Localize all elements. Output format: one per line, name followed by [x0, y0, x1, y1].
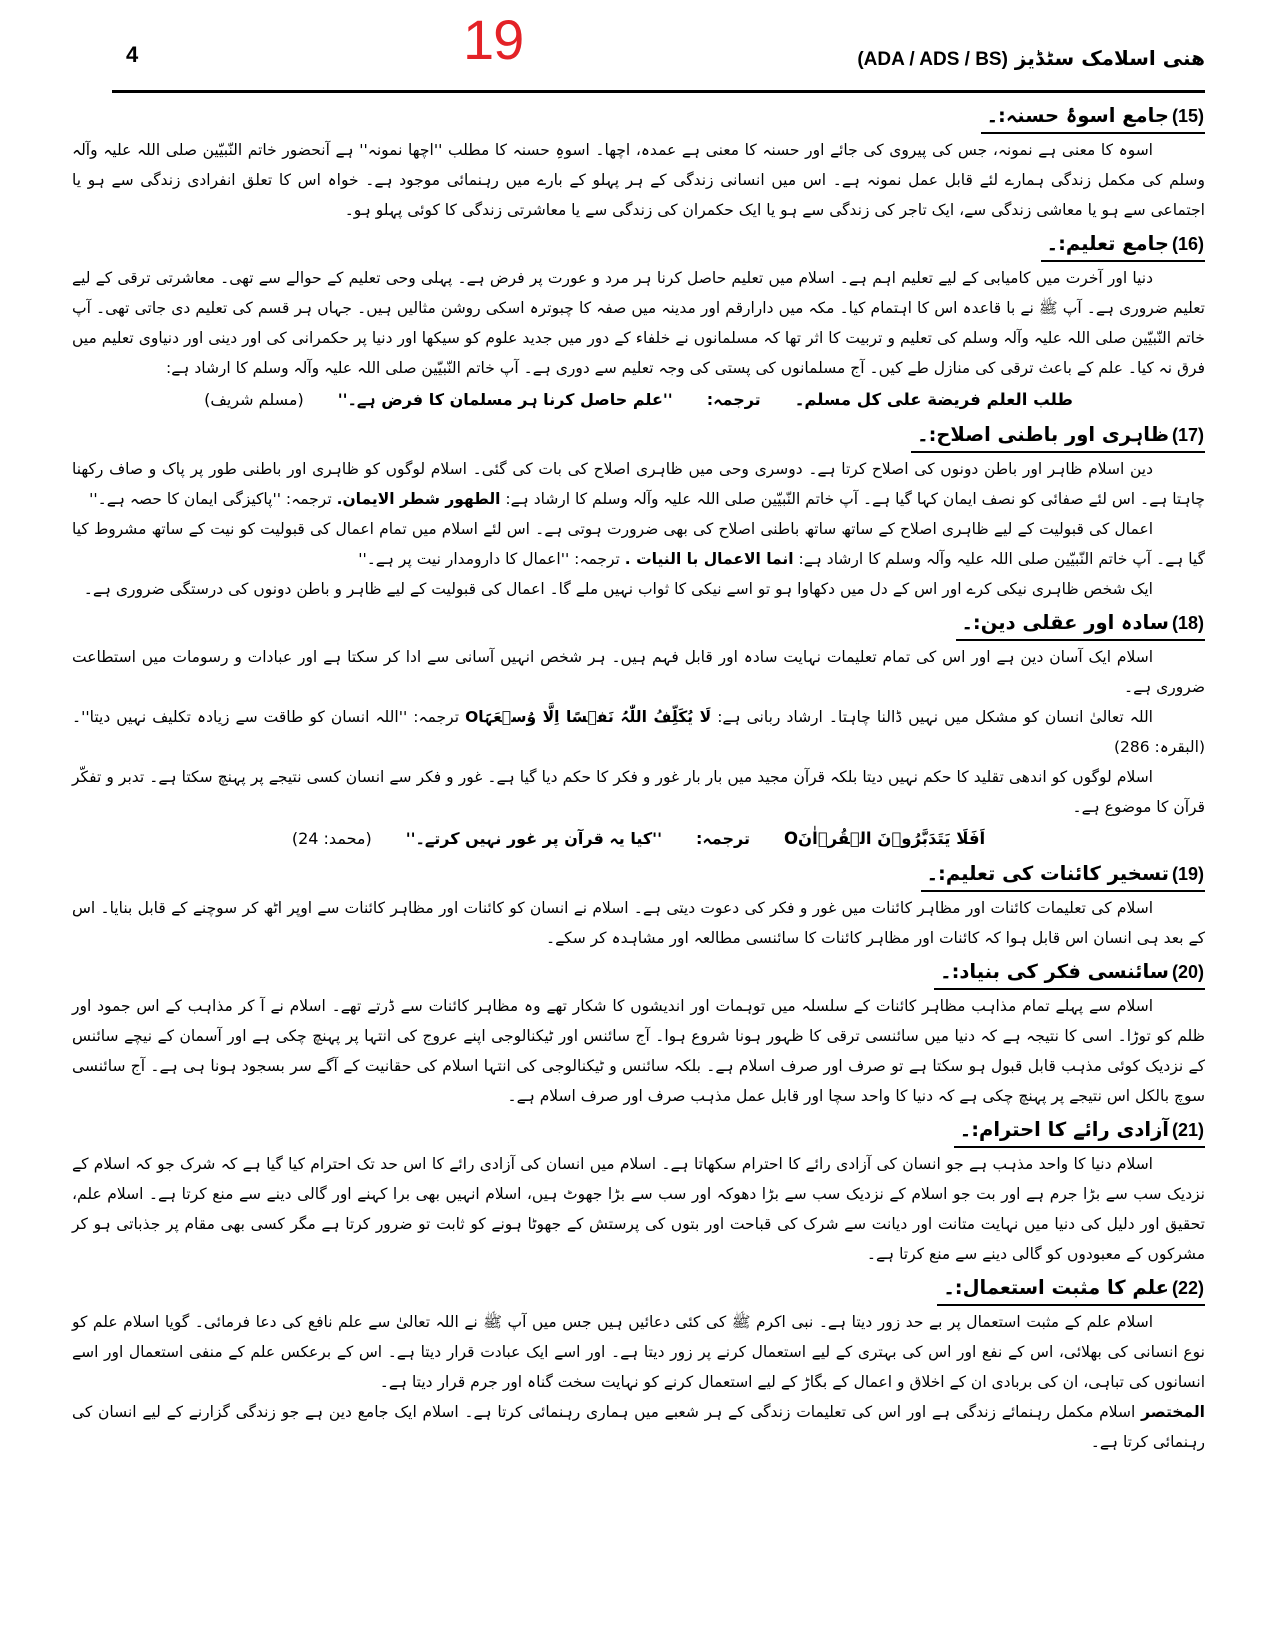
section-15-title: جامع اسوۂ حسنہ:۔ — [986, 104, 1169, 127]
paragraph-text: اعمال کی قبولیت کے لیے ظاہری اصلاح کے ساتھ ساتھ باطنی اصلاح کی بھی ضرورت ہوتی ہے۔ اس لئے اسلام میں تمام اعمال کی قبولیت کو نیت کے ساتھ مشروط کیا گیا ہے۔ آپ خاتم النّبیّین صلی اللہ علیہ وآلہ وسلم کا ارشاد ہے: — [72, 520, 1205, 568]
inline-hadith-arabic: انما الاعمال با النیات . — [624, 550, 794, 568]
hadith-reference: (مسلم شریف) — [204, 390, 304, 409]
section-17-paragraph-c: ایک شخص ظاہری نیکی کرے اور اس کے دل میں دکھاوا ہو تو اسے نیکی کا ثواب نہیں ملے گا۔ اعمال کی قبولیت کے لیے ظاہر و باطن دونوں کی درستگی ضروری ہے۔ — [83, 580, 1153, 598]
section-18-heading — [956, 608, 1206, 641]
section-21-title: آزادی رائے کا احترام:۔ — [959, 1118, 1169, 1141]
inline-hadith-translation: ترجمہ: ''پاکیزگی ایمان کا حصہ ہے۔'' — [89, 490, 337, 508]
section-22-title: علم کا مثبت استعمال:۔ — [943, 1276, 1169, 1299]
hadith-translation: ''علم حاصل کرنا ہر مسلمان کا فرض ہے۔'' — [337, 390, 673, 409]
section-20-paragraph: اسلام سے پہلے تمام مذاہب مظاہر کائنات کے سلسلہ میں توہمات اور اندیشوں کا شکار تھے وہ مظاہر کائنات سے ڈرتے تھے۔ اسلام نے آ کر مذاہب کے اس جمود اور ظلم کو توڑا۔ اسی کا نتیجہ ہے کہ دنیا میں سائنسی ترقی کا ظہور ہونا شروع ہوا۔ آج سائنس اور ٹیکنالوجی اپنے عروج کی انتہا پر پہنچ چکی ہے اور آسمان کے نیچے سائنس کے نزدیک کوئی مذہب قابل قبول ہو سکتا ہے تو صرف اور صرف اسلام ہے۔ بلکہ سائنس و ٹیکنالوجی کی انتہا اسلام کی حقانیت کے آگے سر بسجود ہونا ہی ہے۔ آج سائنسی سوچ بالکل اس نتیجے پر پہنچ چکی ہے کہ دنیا کا واحد سچا اور قابل عمل مذہب صرف اور صرف اسلام ہے۔ — [72, 997, 1205, 1105]
inline-quran-translation: ترجمہ: ''اللہ انسان کو طاقت سے زیادہ تکلیف نہیں دیتا''۔ (البقرہ: 286) — [72, 708, 1205, 756]
section-16-heading — [1041, 229, 1205, 262]
section-15-paragraph: اسوہ کا معنی ہے نمونہ، جس کی پیروی کی جائے اور حسنہ کا معنی ہے عمدہ، اچھا۔ اسوہِ حسنہ کا مطلب ''اچھا نمونہ'' ہے آنحضور خاتم النّبیّین صلی اللہ علیہ وآلہ وسلم کی مکمل زندگی ہمارے لئے قابل عمل نمونہ ہے۔ اس میں انسانی زندگی کے ہر پہلو کے بارے میں رہنمائی موجود ہے۔ خواہ اس کا تعلق انفرادی زندگی سے ہو یا اجتماعی سے ہو یا معاشی زندگی سے، ایک تاجر کی زندگی سے ہو یا ایک حکمران کی زندگی سے یا معاشرتی زندگی کا کوئی پہلو ہو۔ — [72, 141, 1205, 219]
section-19-title: تسخیر کائنات کی تعلیم:۔ — [926, 862, 1169, 885]
quran-reference: (محمد: 24) — [291, 829, 372, 848]
paragraph-text: دین اسلام ظاہر اور باطن دونوں کی اصلاح کرتا ہے۔ دوسری وحی میں ظاہری اصلاح کی بات کی گئی۔ اسلام لوگوں کو ظاہری اور باطنی طور پر پاک و صاف رکھنا چاہتا ہے۔ اس لئے صفائی کو نصف ایمان کہا گیا ہے۔ آپ خاتم النّبیّین صلی اللہ علیہ وآلہ وسلم کا ارشاد ہے: — [72, 460, 1205, 508]
inline-quran-arabic: لَا یُکَلِّفُ اللّٰہُ نَفۡسًا اِلَّا وُسۡعَہَاO — [465, 708, 712, 726]
section-21-number: (21) — [1171, 1120, 1204, 1140]
quran-arabic-text: اَفَلَا یَتَدَبَّرُوۡنَ الۡقُرۡاٰنَO — [783, 829, 986, 848]
page-number: 4 — [126, 42, 139, 67]
section-20-title: سائنسی فکر کی بنیاد:۔ — [940, 960, 1169, 983]
inline-hadith-arabic: الطھور شطر الایمان. — [336, 490, 501, 508]
section-22-number: (22) — [1171, 1278, 1204, 1298]
book-title-urdu: ھنی اسلامک سٹڈیز — [1014, 46, 1205, 70]
section-19-heading — [921, 859, 1205, 892]
section-15-number: (15) — [1171, 106, 1204, 126]
section-16-title: جامع تعلیم:۔ — [1046, 232, 1169, 255]
section-17-paragraph-a — [72, 454, 1205, 514]
section-15-heading — [981, 101, 1205, 134]
section-16-number: (16) — [1171, 234, 1204, 254]
page-header — [0, 0, 1275, 90]
lesson-number: 19 — [463, 8, 524, 71]
section-20-number: (20) — [1171, 962, 1204, 982]
section-20-heading — [934, 957, 1205, 990]
hadith-arabic-text: طلب العلم فریضة علی کل مسلم۔ — [794, 390, 1073, 409]
program-label: (ADA / ADS / BS) — [857, 49, 1008, 70]
section-18-paragraph-c: اسلام لوگوں کو اندھی تقلید کا حکم نہیں دیتا بلکہ قرآن مجید میں بار بار غور و فکر کا حکم دیا گیا ہے۔ غور و فکر سے انسان کسی نتیجے پر پہنچ سکتا ہے۔ تدبر و تفکّر قرآن کا موضوع ہے۔ — [72, 768, 1205, 816]
section-21-heading — [954, 1115, 1205, 1148]
section-19-number: (19) — [1171, 864, 1204, 884]
book-title — [857, 46, 1205, 71]
quran-quote-block — [72, 822, 1205, 855]
conclusion-lead-word: المختصر — [1141, 1403, 1205, 1421]
section-21-paragraph: اسلام دنیا کا واحد مذہب ہے جو انسان کی آزادی رائے کا احترام سکھاتا ہے۔ اسلام میں انسان کی آزادی رائے کا اس حد تک احترام کیا گیا ہے کہ شرک جو کہ اسلام کے نزدیک سب سے بڑا جرم ہے اور بت جو اسلام کے نزدیک سب سے بڑا دھوکہ اور سب سے بڑا جھوٹ ہیں، اسلام انہیں بھی برا کہنے اور گالی دینے سے منع کرتا ہے۔ اسلام علم، تحقیق اور دلیل کی دنیا میں نہایت متانت اور دیانت سے شرک کی قباحت اور بتوں کی پرستش کے جھوٹا ہونے کو ثابت تو ضرور کرتا ہے مگر کسی بھی مقام پر جذباتی ہو کر مشرکوں کے معبودوں کو گالی دینے سے منع کرتا ہے۔ — [72, 1155, 1205, 1263]
page-content — [0, 93, 1275, 1457]
section-17-paragraph-b — [72, 514, 1205, 574]
section-18-paragraph-b — [72, 702, 1205, 762]
section-22-paragraph: اسلام علم کے مثبت استعمال پر بے حد زور دیتا ہے۔ نبی اکرم ﷺ کی کئی دعائیں ہیں جس میں آپ ﷺ نے اللہ تعالیٰ سے علم نافع کی دعا فرمائی۔ گویا اسلام علم کو نوع انسانی کی بھلائی، اس کے نفع اور اس کی بہتری کے لیے استعمال کرنے پر زور دیتا ہے۔ اور اسے ایک عبادت قرار دیتا ہے۔ اس کے برعکس علم کے منفی استعمال اور اسے انسانوں کی تباہی، ان کی بربادی ان کے اخلاق و اعمال کے بگاڑ کے لیے استعمال کرنے کو نہایت سخت گناہ اور جرم قرار دیتا ہے۔ — [72, 1313, 1205, 1391]
section-18-paragraph-a: اسلام ایک آسان دین ہے اور اس کی تمام تعلیمات نہایت سادہ اور قابل فہم ہیں۔ ہر شخص انہیں آسانی سے ادا کر سکتا ہے اور عبادات و رسومات میں استطاعت ضروری ہے۔ — [72, 648, 1205, 696]
conclusion-text: اسلام مکمل رہنمائے زندگی ہے اور اس کی تعلیمات زندگی کے ہر شعبے میں ہماری رہنمائی کرتا ہے۔ اسلام ایک جامع دین ہے جو زندگی گزارنے کے لیے انسان کی رہنمائی کرتا ہے۔ — [72, 1403, 1205, 1451]
section-18-number: (18) — [1171, 613, 1204, 633]
section-17-number: (17) — [1171, 425, 1204, 445]
section-16-paragraph: دنیا اور آخرت میں کامیابی کے لیے تعلیم اہم ہے۔ اسلام میں تعلیم حاصل کرنا ہر مرد و عورت پر فرض ہے۔ پہلی وحی تعلیم کے حوالے سے تھی۔ معاشرتی ترقی کے لیے تعلیم ضروری ہے۔ آپ ﷺ نے با قاعدہ اس کا اہتمام کیا۔ مکہ میں دارارقم اور مدینہ میں صفہ کا چبوترہ اسکی روشن مثالیں ہیں۔ جہاں ہر قسم کی تعلیم دی جاتی تھی۔ آپ خاتم النّبیّین صلی اللہ علیہ وآلہ وسلم کی تعلیم و تربیت کا اثر تھا کہ مسلمانوں نے خلفاء کے دور میں جدید علوم کو سیکھا اور دنیا پر حکمرانی کی اور دینی اور دنیاوی تعلیم میں فرق نہ کیا۔ علم کے باعث ترقی کی منازل طے کیں۔ آج مسلمانوں کی پستی کی وجہ تعلیم سے دوری ہے۔ آپ خاتم النّبیّین صلی اللہ علیہ وآلہ وسلم کا ارشاد ہے: — [72, 269, 1205, 377]
section-19-paragraph: اسلام کی تعلیمات کائنات اور مظاہر کائنات میں غور و فکر کی دعوت دیتی ہے۔ اسلام نے انسان کو کائنات اور مظاہر کائنات سے اوپر اٹھ کر سوچنے کے قابل بنایا۔ اس کے بعد ہی انسان اس قابل ہوا کہ کائنات اور مظاہر کائنات کا سائنسی مطالعہ اور مشاہدہ کر سکے۔ — [72, 899, 1205, 947]
quran-translation: ''کیا یہ قرآن پر غور نہیں کرتے۔'' — [405, 829, 662, 848]
inline-hadith-translation: ترجمہ: ''اعمال کا دارومدار نیت پر ہے۔'' — [358, 550, 625, 568]
section-17-heading — [911, 420, 1205, 453]
section-17-title: ظاہری اور باطنی اصلاح:۔ — [917, 423, 1169, 446]
translation-label: ترجمہ: — [706, 390, 761, 409]
conclusion-paragraph — [72, 1397, 1205, 1457]
section-18-title: سادہ اور عقلی دین:۔ — [961, 611, 1169, 634]
section-22-heading — [937, 1273, 1205, 1306]
translation-label: ترجمہ: — [695, 829, 750, 848]
hadith-quote-block — [72, 383, 1205, 416]
paragraph-text: اللہ تعالیٰ انسان کو مشکل میں نہیں ڈالنا چاہتا۔ ارشاد ربانی ہے: — [711, 708, 1153, 726]
